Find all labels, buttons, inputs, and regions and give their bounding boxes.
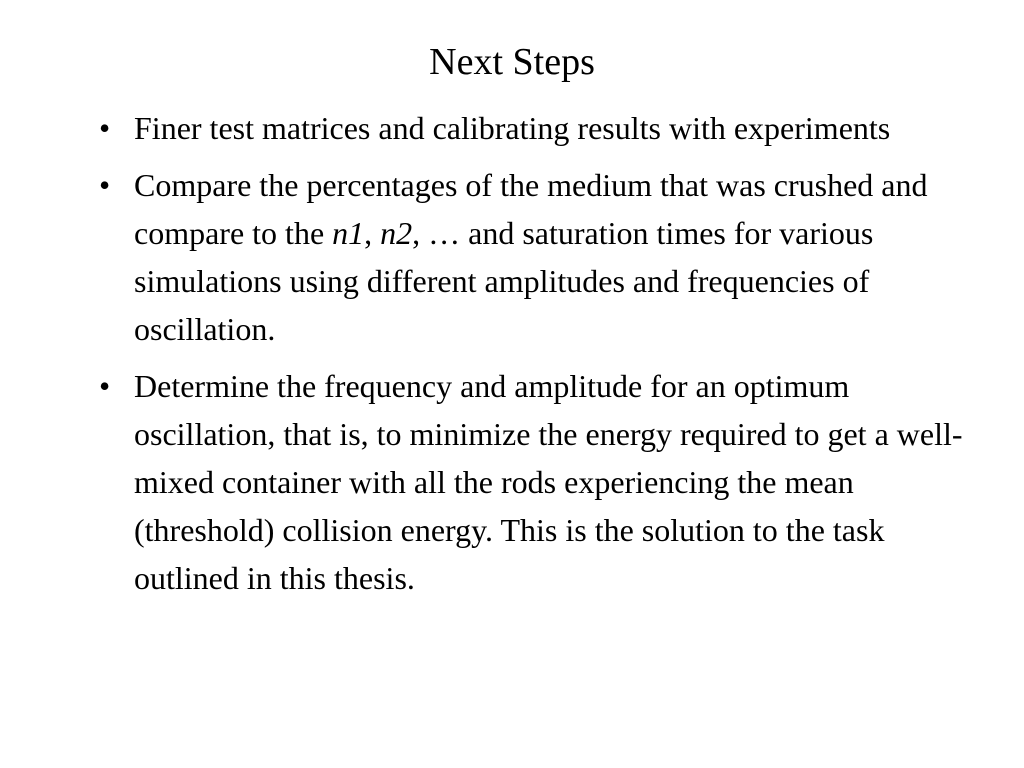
- bullet-text: [134, 167, 928, 347]
- bullet-list: [99, 104, 969, 611]
- bullet-item: [99, 104, 969, 152]
- slide-title: Next Steps: [429, 41, 595, 83]
- bullet-point-icon: •: [99, 167, 111, 203]
- bullet-text-segment: ,: [364, 215, 381, 251]
- bullet-text: [134, 368, 963, 596]
- bullet-text-segment: Determine the frequency and amplitude for an optimum oscillation, that is, to minimize the energy required to get a well-mixed container with all the rods experiencing the mean (threshold) collision energy. This is the solution to the task outlined in this thesis.: [134, 368, 963, 596]
- bullet-point-icon: •: [99, 368, 111, 404]
- bullet-text-italic-segment: n1: [332, 215, 365, 251]
- bullet-text-segment: Compare the percentages of the medium that was crushed and compare to the: [134, 167, 928, 251]
- bullet-item: [99, 362, 969, 602]
- bullet-text-segment: Finer test matrices and calibrating results with experiments: [134, 110, 891, 146]
- bullet-text-italic-segment: n2: [380, 215, 413, 251]
- bullet-item: [99, 161, 969, 353]
- bullet-text: [134, 110, 890, 146]
- bullet-text-segment: , … and saturation times for various simulations using different amplitudes and frequencies of oscillation.: [134, 215, 874, 347]
- bullet-point-icon: •: [99, 110, 111, 146]
